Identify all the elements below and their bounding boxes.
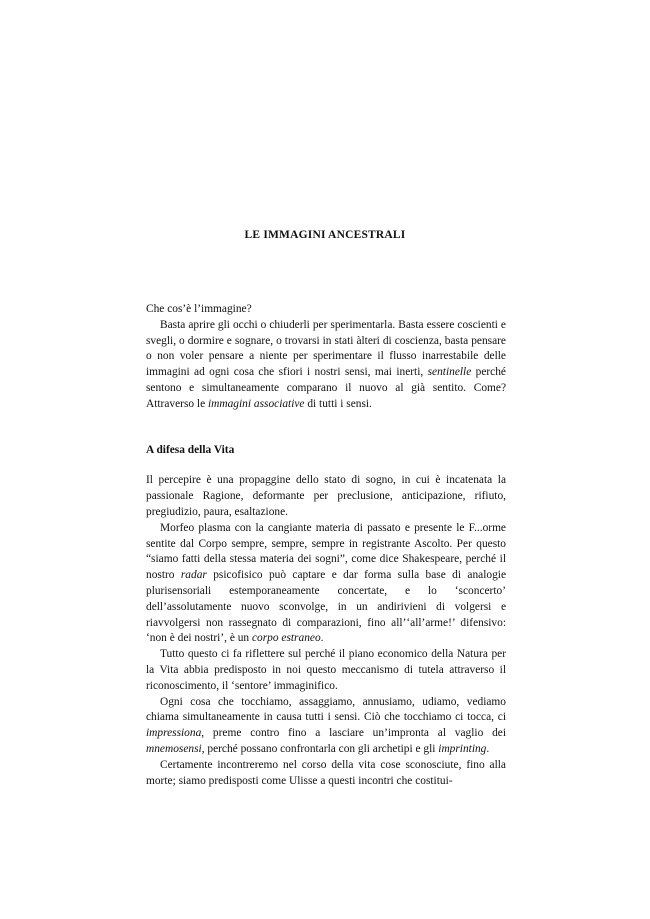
text-run: , preme contro fino a lasciare un’impronta al vaglio dei (201, 727, 506, 740)
text-run: . (320, 632, 324, 645)
intro-question: Che cos’è l’immagine? (146, 303, 252, 315)
chapter-title: LE IMMAGINI ANCESTRALI (244, 229, 406, 241)
section-paragraph-3: Tutto questo ci fa riflettere sul perché il piano economico della Natura per la Vita abbia predisposto in noi questo meccanismo di tutela attraverso il riconoscimento, il ‘sentore’ immaginifico. (146, 648, 506, 692)
text-run: Basta aprire gli occhi o chiuderli per sperimentarla. Basta essere coscienti e svegli, o dormire e sognare, o trovarsi in stati àlteri di coscienza, basta pensare o non voler pensare a niente per sperimentare il flusso inarrestabile delle immagini ad ogni cosa che sfiori i nostri sensi, mai inerti, (146, 318, 506, 379)
italic-term-sentinelle: sentinelle (427, 366, 472, 379)
text-run: . (486, 742, 490, 755)
intro-paragraph (146, 318, 506, 413)
section-heading: A difesa della Vita (146, 443, 235, 456)
italic-term-imprinting: imprinting (438, 742, 487, 755)
section-paragraph-5: Certamente incontreremo nel corso della vita cose sconosciute, fino alla morte; siamo predisposti come Ulisse a questi incontri che costitui- (146, 758, 506, 787)
text-run: , perché possano confrontarla con gli archetipi e gli (201, 742, 439, 755)
text-run: perché sentono e simultaneamente comparano il nuovo al già sentito. Come? Attraverso le (146, 366, 506, 410)
text-run: Morfeo plasma con la cangiante materia di passato e presente le F...orme sentite dal Corpo sempre, sempre, sempre in registrante Ascolto. Per questo “siamo fatti della stessa materia dei sogni”, come dice Shakespeare, perché il nostro (146, 521, 506, 582)
italic-term-impressiona: impressiona (146, 727, 202, 740)
italic-term-immagini-associative: immagini associative (208, 397, 305, 410)
text-run: Ogni cosa che tocchiamo, assaggiamo, annusiamo, udiamo, vediamo chiama simultaneamente in causa tutti i sensi. Ciò che tocchiamo ci tocca, ci (146, 695, 506, 724)
section-paragraph-4 (146, 695, 506, 758)
text-run: di tutti i sensi. (304, 397, 372, 410)
section-paragraph-2 (146, 521, 506, 647)
text-run: psicofisico può captare e dar forma sulla base di analogie plurisensoriali estemporaneamente concertate, e lo ‘sconcerto’ dell’assolutamente nuovo sconvolge, in un andirivieni di volgersi e riavvolgersi non rassegnato di comparazioni, fino all’‘all’arme!’ difensivo: ‘non è dei nostri’, è un (146, 569, 507, 645)
italic-term-mnemosensi: mnemosensi (146, 742, 202, 755)
italic-term-corpo-estraneo: corpo estraneo (251, 632, 321, 645)
italic-term-radar: radar (180, 569, 207, 582)
body-text (146, 302, 506, 789)
section-paragraph-1: Il percepire è una propaggine dello stato di sogno, in cui è incatenata la passionale Ragione, deformante per preclusione, anticipazione, rifiuto, pregiudizio, paura, esaltazione. (146, 474, 506, 518)
